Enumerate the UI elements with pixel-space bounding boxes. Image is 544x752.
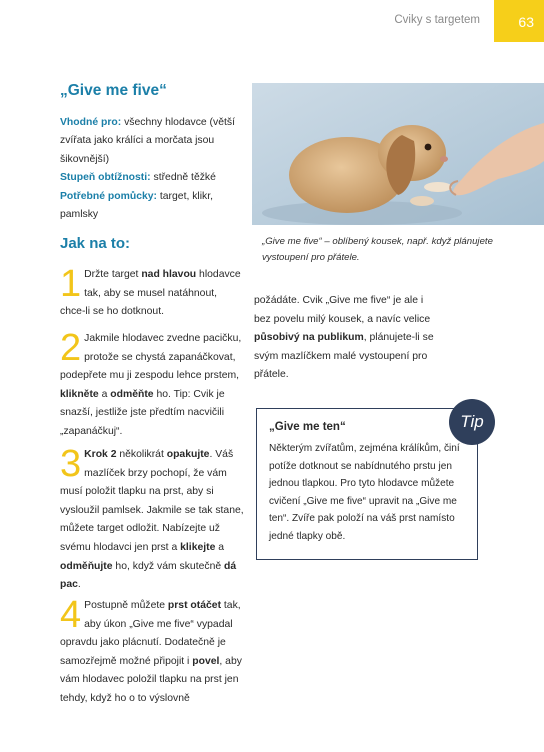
info-difficulty: Stupeň obtížnosti: středně těžké (60, 172, 216, 184)
photo-caption: „Give me five“ – oblíbený kousek, např. když plánujete vystoupení pro přátele. (262, 236, 493, 263)
step-number: 1 (60, 263, 82, 305)
step-4: 4 Postupně můžete prst otáčet tak, aby úkon „Give me five“ vypadal opravdu jako plácnutí. Dodatečně je samozřejmě možné připojit i povel, aby vám hlodavec položil tlapku na prst jen tehdy, když ho o to výslovně (60, 594, 242, 704)
tip-badge: Tip (449, 399, 495, 445)
step-1: 1 Držte target nad hlavou hlodavce tak, aby se musel natáhnout, chce-li se ho dotknout. (60, 263, 241, 318)
running-head (0, 0, 544, 42)
step-4-continuation: požádáte. Cvik „Give me five“ je ale i bez povelu milý kousek, a navíc velice působivý na publikum, plánujete-li se svým mazlíčkem malé vystoupení pro přátele. (254, 295, 434, 381)
photo-illustration (252, 83, 544, 225)
page-number: 63 (518, 14, 534, 30)
step-3: 3 Krok 2 několikrát opakujte. Váš mazlíček brzy pochopí, že vám musí položit tlapku na prst, aby si vysloužil pamlsek. Jakmile se tak stane, můžete target odložit. Nabízejte už svému hlodavci jen prst a klikejte a odměňujte ho, když vám skutečně dá pac. (60, 443, 244, 591)
tip-title: „Give me ten“ (269, 421, 346, 433)
page-number-tab (494, 0, 544, 42)
step-number: 3 (60, 443, 82, 485)
running-title: Cviky s targetem (394, 14, 480, 26)
info-tools: Potřebné pomůcky: target, klikr, pamlsky (60, 190, 214, 221)
tip-box (256, 408, 478, 560)
tip-text: Některým zvířatům, zejména králíkům, činí potíže dotknout se nabídnutého prstu jen jednou tlapkou. Pro tyto hlodavce můžete cvičení „Give me five“ upravit na „Give me ten“. Zvíře pak položí na váš prst namísto jedné tlapky obě. (269, 443, 460, 542)
step-2: 2 Jakmile hlodavec zvedne pacičku, protože se chystá zapanáčkovat, podepřete mu ji zespodu lehce prstem, klikněte a odměňte ho. Tip: Cvik je snazší, jestliže jste předtím nacvičili „zapanáčkuj“. (60, 327, 242, 437)
step-number: 2 (60, 327, 82, 369)
step-number: 4 (60, 594, 82, 636)
exercise-info (60, 114, 238, 224)
info-suitable: Vhodné pro: všechny hlodavce (větší zvířata jako králíci a morčata jsou šikovnější) (60, 117, 235, 165)
howto-title: Jak na to: (60, 235, 131, 252)
rabbit-paw-hand-photo (252, 83, 544, 225)
section-title: „Give me five“ (60, 82, 167, 99)
